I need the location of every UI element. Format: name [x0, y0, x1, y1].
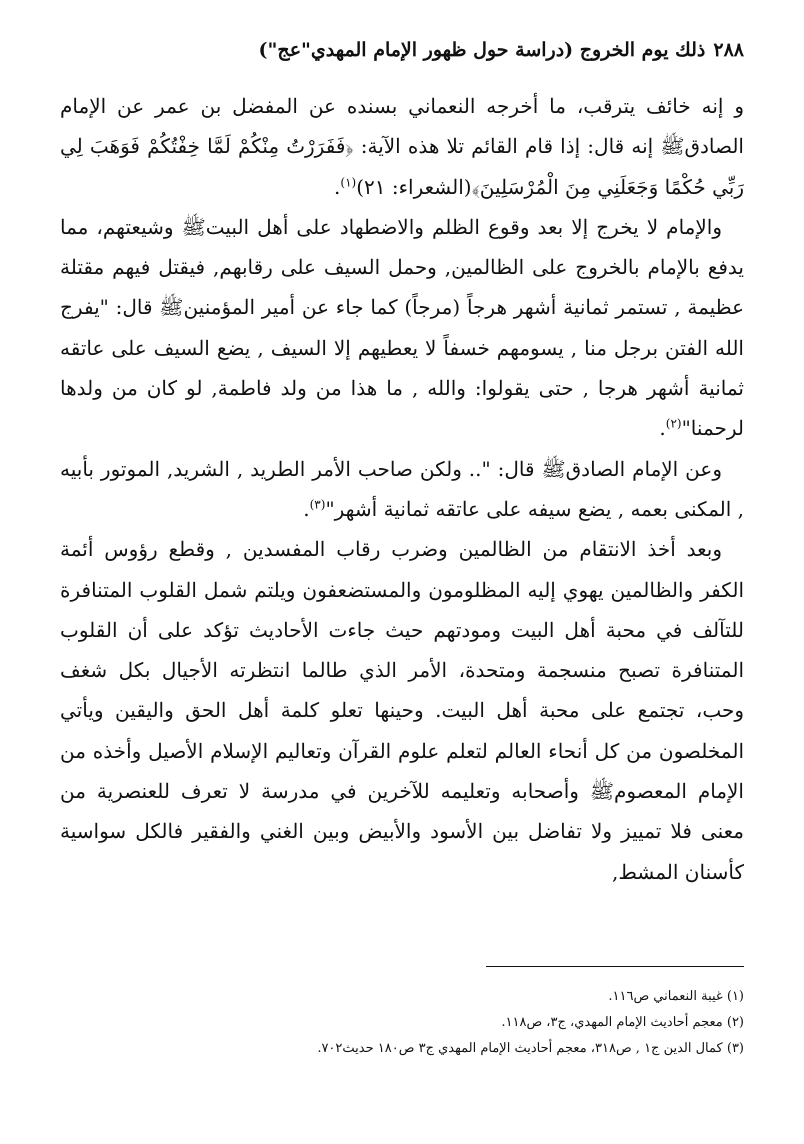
page-number: ٢٨٨ — [713, 39, 744, 61]
running-header — [60, 34, 744, 66]
paragraph-2: والإمام لا يخرج إلا بعد وقوع الظلم والاضطهاد على أهل البيتﷺ وشيعتهم، مما يدفع بالإمام بالخروج على الظالمين, وحمل السيف على رقابهم, فيقتل فيهم مقتلة عظيمة , تستمر ثمانية أشهر هرجاً (مرجاً) كما جاء عن أمير المؤمنينﷺ قال: "يفرج الله الفتن برجل منا , يسومهم خسفاً لا يعطيهم إلا السيف , يضع السيف على عاتقه ثمانية أشهر هرجا , حتى يقولوا: والله , ما هذا من ولد فاطمة, لو كان من ولدها لرحمنا"$^{(٢)}$. — [60, 214, 744, 441]
paragraph-text: و إنه خائف يترقب، ما أخرجه النعماني بسنده عن المفضل بن عمر عن الإمام الصادقﷺ إنه قال: إذا قام القائم تلا هذه الآية: ﴿فَفَرَرْتُ مِنْكُمْ لَمَّا خِفْتُكُمْ فَوَهَبَ لِي رَبِّي حُكْمًا وَجَعَلَنِي مِنَ الْمُرْسَلِينَ﴾(الشعراء: ٢١) — [60, 94, 744, 199]
main-text — [60, 86, 744, 892]
paragraph-text: وبعد أخذ الانتقام من الظالمين وضرب رقاب المفسدين , وقطع رؤوس أئمة الكفر والظالمين يهوي إليه المظلومون والمستضعفون ويلتم شمل القلوب المتنافرة للتآلف في محبة أهل البيت ومودتهم حيث جاءت الأحاديث تؤكد على أن القلوب المتنافرة تصبح منسجمة ومتحدة، الأمر الذي طالما انتظرته الأجيال بكل شغف وحب، تجتمع على محبة أهل البيت. وحينها تعلو كلمة أهل الحق واليقين ويأتي المخلصون من كل أنحاء العالم لتعلم علوم القرآن وتعاليم الإسلام الأصيل وأخذه من الإمام المعصومﷺ وأصحابه وتعليمه للآخرين في مدرسة لا تعرف للعنصرية من معنى فلا تمييز ولا تفاضل بين الأسود والأبيض وبين الغني والفقير فالكل سواسية كأسنان المشط, — [60, 537, 744, 884]
paragraph-4 — [60, 529, 744, 892]
footnote-3: (٣) كمال الدين ج١ , ص٣١٨، معجم أحاديث الإمام المهدي ج٣ ص١٨٠ حديث٧٠٢. — [317, 1041, 744, 1056]
paragraph-text: وعن الإمام الصادقﷺ قال: ".. ولكن صاحب الأمر الطريد , الشريد, الموتور بأبيه , المكنى بعمه , يضع سيفه على عاتقه ثمانية أشهر" — [60, 456, 744, 521]
paragraph-3: وعن الإمام الصادقﷺ قال: ".. ولكن صاحب الأمر الطريد , الشريد, الموتور بأبيه , المكنى بعمه , يضع سيفه على عاتقه ثمانية أشهر"$^{(٣)}$. — [60, 456, 744, 521]
footnote-ref: (١) — [340, 174, 357, 189]
header-title: ذلك يوم الخروج (دراسة حول ظهور الإمام المهدي"عج") — [258, 39, 706, 61]
footnote-ref: (٣) — [309, 497, 326, 512]
footnote-separator — [486, 966, 744, 967]
paragraph-text: والإمام لا يخرج إلا بعد وقوع الظلم والاضطهاد على أهل البيتﷺ وشيعتهم، مما يدفع بالإمام بالخروج على الظالمين, وحمل السيف على رقابهم, فيقتل فيهم مقتلة عظيمة , تستمر ثمانية أشهر هرجاً (مرجاً) كما جاء عن أمير المؤمنينﷺ قال: "يفرج الله الفتن برجل منا , يسومهم خسفاً لا يعطيهم إلا السيف , يضع السيف على عاتقه ثمانية أشهر هرجا , حتى يقولوا: والله , ما هذا من ولد فاطمة, لو كان من ولدها لرحمنا" — [60, 214, 744, 441]
paragraph-1: و إنه خائف يترقب، ما أخرجه النعماني بسنده عن المفضل بن عمر عن الإمام الصادقﷺ إنه قال: إذا قام القائم تلا هذه الآية: ﴿فَفَرَرْتُ مِنْكُمْ لَمَّا خِفْتُكُمْ فَوَهَبَ لِي رَبِّي حُكْمًا وَجَعَلَنِي مِنَ الْمُرْسَلِينَ﴾(الشعراء: ٢١)$^{(١)}$. — [60, 94, 744, 199]
footnotes — [60, 984, 744, 1062]
footnote-2: (٢) معجم أحاديث الإمام المهدي، ج٣، ص١١٨. — [501, 1015, 744, 1030]
footnote-1: (١) غيبة النعماني ص١١٦. — [608, 989, 744, 1004]
footnote-ref: (٢) — [665, 416, 682, 431]
